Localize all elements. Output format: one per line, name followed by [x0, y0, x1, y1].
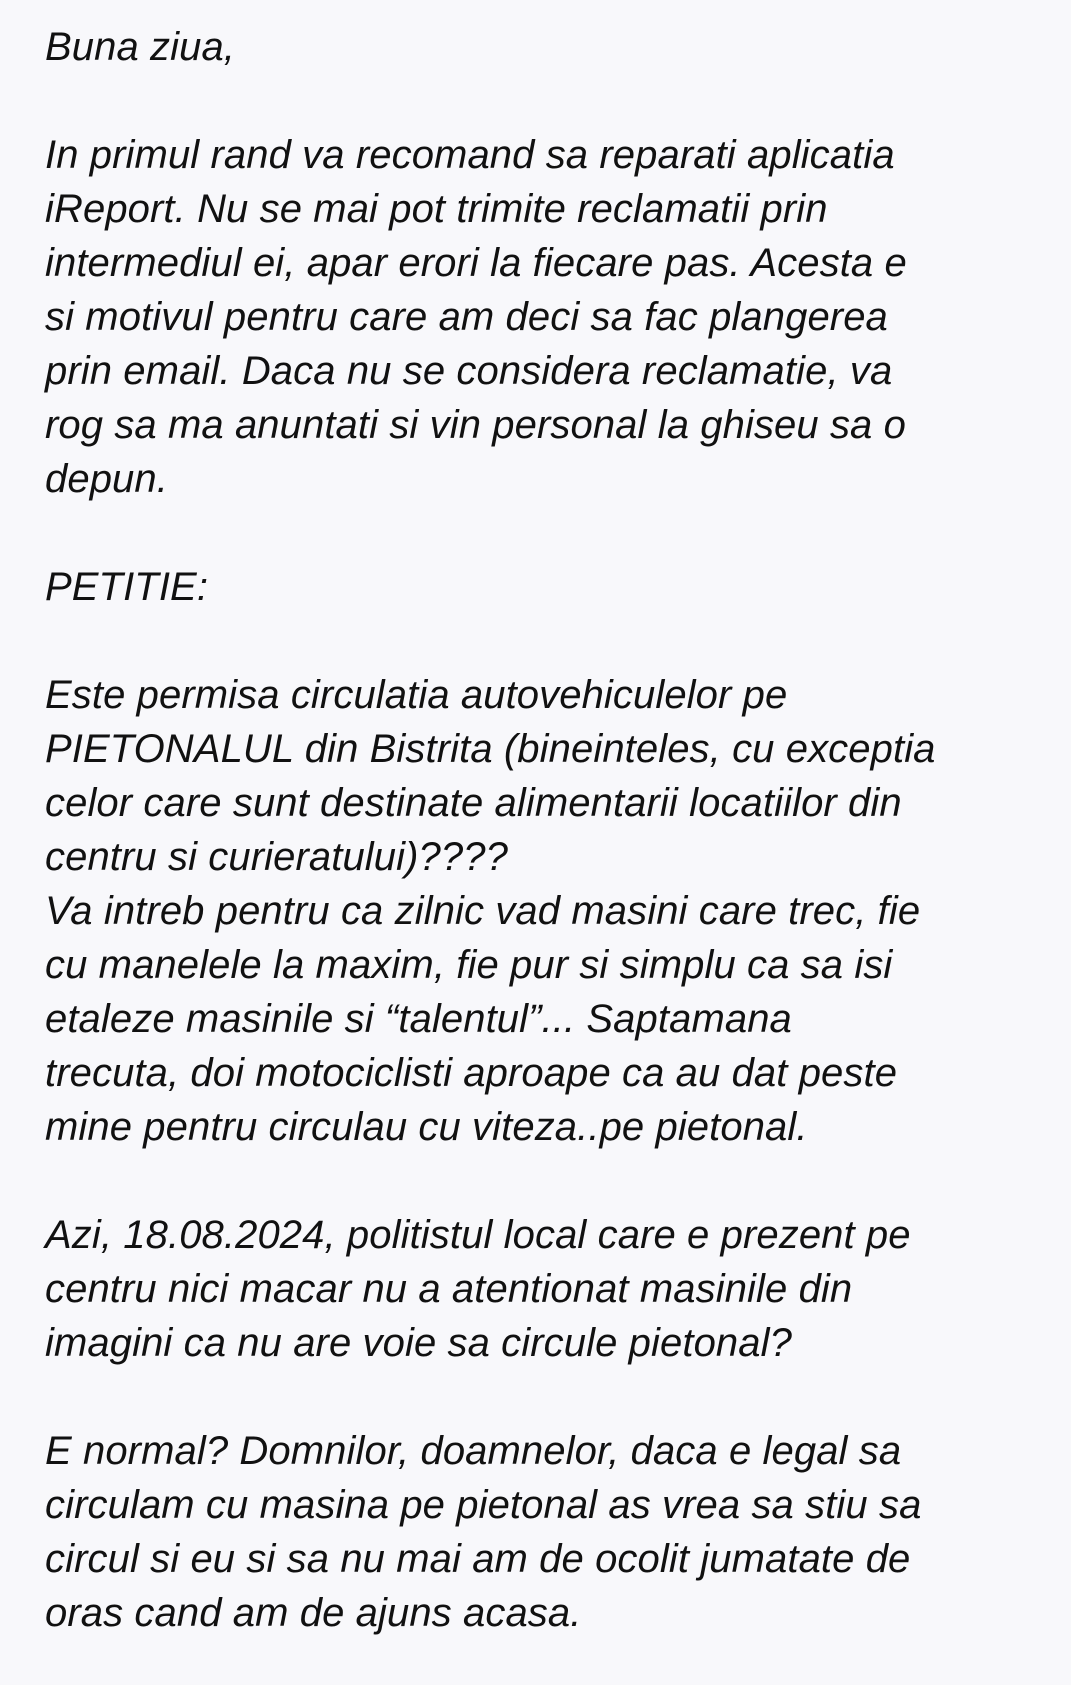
closing-line: circul si eu si sa nu mai am de ocolit jumatate de [45, 1537, 911, 1581]
incident-line: centru nici macar nu a atentionat masinile din [45, 1267, 853, 1311]
incident-line: Azi, 18.08.2024, politistul local care e prezent pe [45, 1213, 911, 1257]
closing-line: circulam cu masina pe pietonal as vrea sa stiu sa [45, 1483, 922, 1527]
closing-line: E normal? Domnilor, doamnelor, daca e legal sa [45, 1429, 902, 1473]
closing-paragraph [45, 1424, 1031, 1640]
petition-line: centru si curieratului)???? [45, 835, 508, 879]
petition-line: etaleze masinile si “talentul”... Saptamana [45, 997, 792, 1041]
intro-line: depun. [45, 457, 168, 501]
intro-line: rog sa ma anuntati si vin personal la ghiseu sa o [45, 403, 906, 447]
greeting: Buna ziua, [45, 25, 236, 69]
petition-paragraph [45, 668, 1031, 1154]
paragraph-gap [45, 1370, 1031, 1424]
incident-line: imagini ca nu are voie sa circule pietonal? [45, 1321, 792, 1365]
petition-line: mine pentru circulau cu viteza..pe pietonal. [45, 1105, 808, 1149]
intro-line: In primul rand va recomand sa reparati aplicatia [45, 133, 895, 177]
intro-line: iReport. Nu se mai pot trimite reclamatii prin [45, 187, 828, 231]
paragraph-gap [45, 614, 1031, 668]
paragraph-gap [45, 506, 1031, 560]
petition-line: celor care sunt destinate alimentarii locatiilor din [45, 781, 902, 825]
intro-line: intermediul ei, apar erori la fiecare pas. Acesta e [45, 241, 907, 285]
petition-line: Este permisa circulatia autovehiculelor pe [45, 673, 788, 717]
intro-line: si motivul pentru care am deci sa fac plangerea [45, 295, 888, 339]
petition-line: cu manelele la maxim, fie pur si simplu ca sa isi [45, 943, 893, 987]
paragraph-gap [45, 1154, 1031, 1208]
incident-paragraph [45, 1208, 1031, 1370]
petition-line: Va intreb pentru ca zilnic vad masini care trec, fie [45, 889, 921, 933]
intro-line: prin email. Daca nu se considera reclamatie, va [45, 349, 893, 393]
paragraph-gap [45, 74, 1031, 128]
closing-line: oras cand am de ajuns acasa. [45, 1591, 582, 1635]
petition-line: PIETONALUL din Bistrita (bineinteles, cu exceptia [45, 727, 936, 771]
intro-paragraph [45, 128, 1031, 506]
petition-heading: PETITIE: [45, 565, 209, 609]
petition-line: trecuta, doi motociclisti aproape ca au dat peste [45, 1051, 898, 1095]
